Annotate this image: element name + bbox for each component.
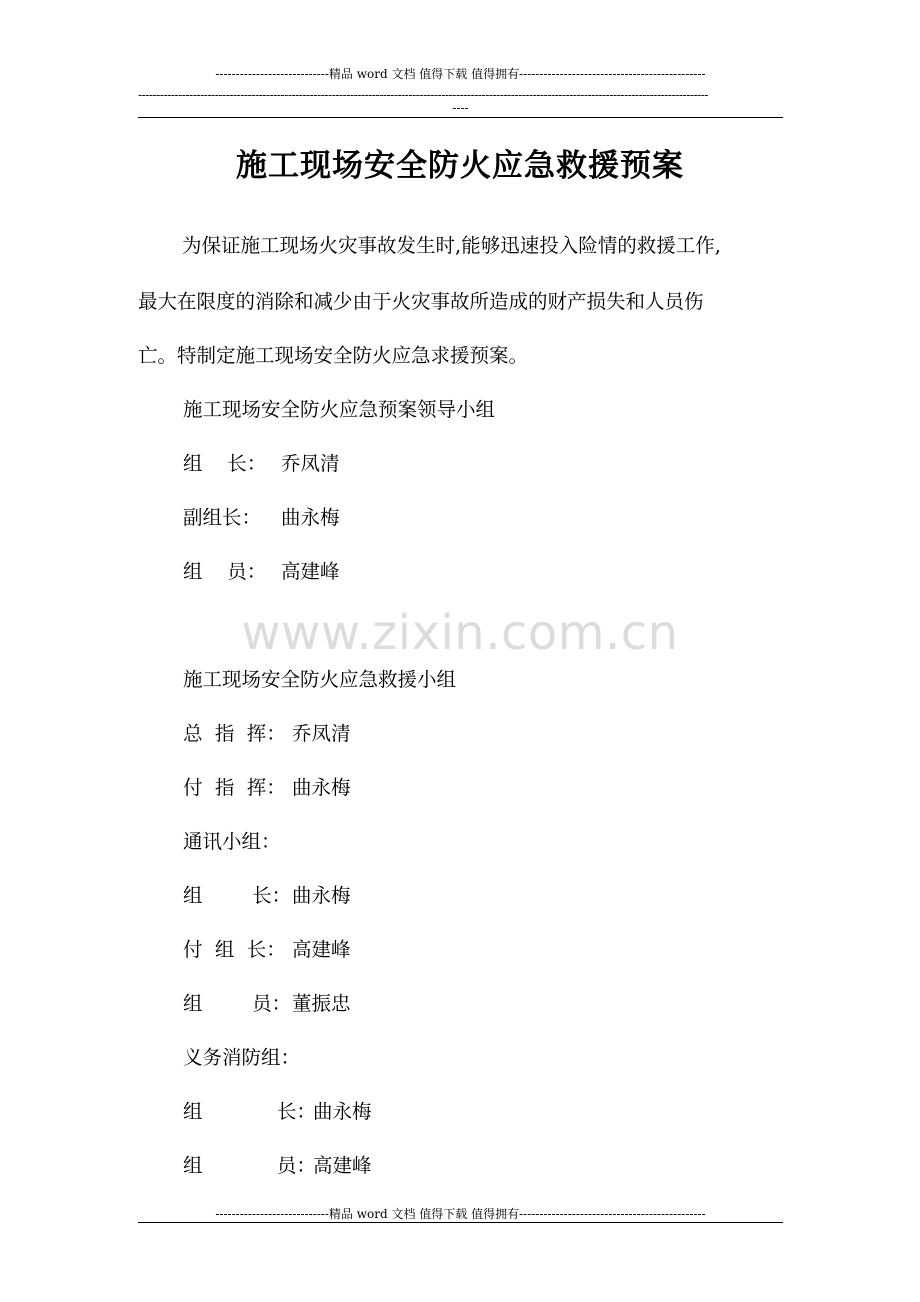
footer-rule (138, 1222, 783, 1223)
comms-row (183, 934, 351, 962)
person-name: 曲永梅 (313, 1100, 372, 1123)
role-label: 组 长： (183, 884, 292, 907)
footer-banner: ----------------------------精品 word 文档 值得下载 值得拥有---------------------------------------------- (215, 1207, 706, 1221)
leadership-row (183, 556, 340, 584)
person-name: 曲永梅 (281, 506, 340, 529)
document-title: 施工现场安全防火应急救援预案 (236, 148, 684, 184)
person-name: 乔凤清 (281, 452, 340, 475)
header-banner: ----------------------------精品 word 文档 值得下载 值得拥有---------------------------------------------- (215, 67, 706, 81)
leadership-row (183, 448, 340, 476)
role-label: 组 员： (183, 560, 267, 583)
role-label: 付 指 挥： (183, 776, 286, 799)
role-label: 组 员： (183, 1154, 316, 1177)
person-name: 乔凤清 (292, 722, 351, 745)
rescue-heading: 施工现场安全防火应急救援小组 (183, 668, 457, 691)
intro-line-3: 亡。特制定施工现场安全防火应急求援预案。 (138, 344, 529, 367)
role-label: 付 组 长： (183, 938, 286, 961)
leadership-heading: 施工现场安全防火应急预案领导小组 (183, 398, 496, 421)
rescue-row (183, 718, 351, 746)
role-label: 组 长： (183, 1100, 316, 1123)
fire-row (183, 1096, 372, 1124)
intro-line-2: 最大在限度的消除和减少由于火灾事故所造成的财产损失和人员伤 (138, 290, 704, 313)
role-label: 组 长： (183, 452, 267, 475)
watermark: www.zixin.com.cn (241, 605, 679, 661)
header-rule (138, 117, 783, 118)
person-name: 董振忠 (292, 992, 351, 1015)
role-label: 总 指 挥： (183, 722, 286, 745)
fire-heading: 义务消防组： (183, 1046, 301, 1069)
role-label: 组 员： (183, 992, 292, 1015)
intro-line-1: 为保证施工现场火灾事故发生时,能够迅速投入险情的救援工作, (182, 234, 721, 257)
comms-heading: 通讯小组： (183, 830, 281, 853)
rescue-row (183, 772, 351, 800)
person-name: 高建峰 (281, 560, 340, 583)
person-name: 曲永梅 (292, 884, 351, 907)
header-dash-tail: ---- (452, 101, 469, 115)
comms-row (183, 880, 351, 908)
header-dash-line: ------------------------------------------------------------------------------------------------------------------------------------------------------------ (138, 88, 709, 102)
person-name: 高建峰 (313, 1154, 372, 1177)
role-label: 副组长： (183, 506, 262, 529)
fire-row (183, 1150, 372, 1178)
person-name: 高建峰 (292, 938, 351, 961)
person-name: 曲永梅 (292, 776, 351, 799)
comms-row (183, 988, 351, 1016)
leadership-row (183, 502, 340, 530)
